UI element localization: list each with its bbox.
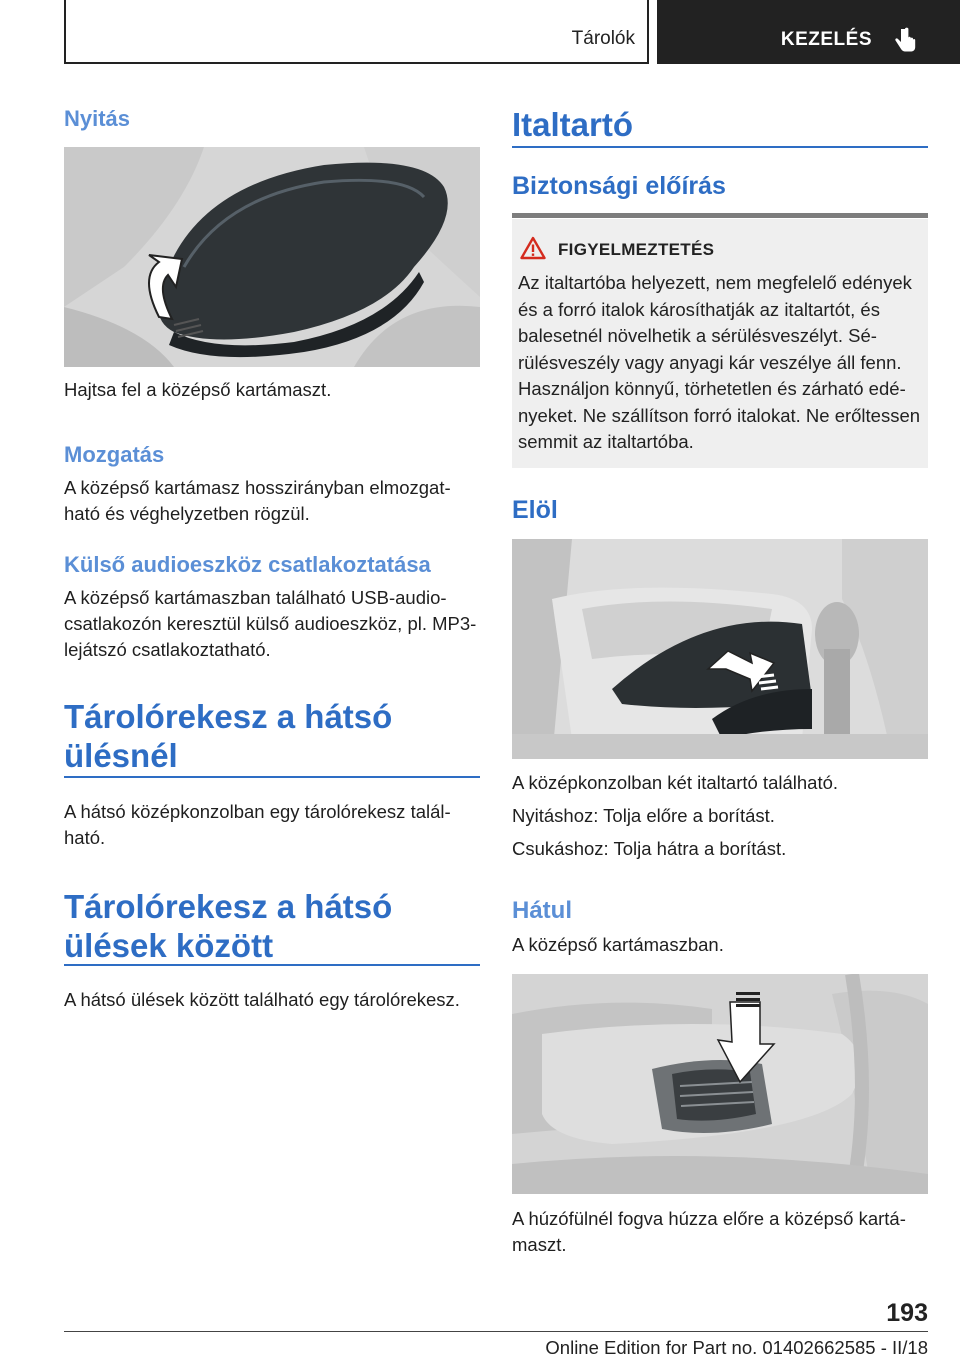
hatul-text: A középső kartámaszban. [512,934,724,955]
kozott-heading-line2: ülések között [64,927,274,964]
hatso-ules-heading-line2: ülésnél [64,737,178,774]
front-cupholder-figure [512,539,928,759]
hatul-caption: A húzófülnél fogva húzza előre a középső kartámaszt. [512,1208,906,1255]
footer-edition: Online Edition for Part no. 01402662585 - II/18 [545,1337,928,1358]
warning-title: FIGYELMEZTETÉS [558,240,715,259]
hatso-ules-heading-line1: Tárolórekesz a hátsó [64,698,393,735]
section-rule [64,776,480,778]
hand-pointer-icon [890,26,920,56]
section-rule [64,964,480,966]
subsection-rule [512,213,928,218]
elol-text-2: Nyitáshoz: Tolja előre a borítást. [512,805,775,826]
elol-text-1: A középkonzolban két italtartó található. [512,772,839,793]
kozott-text: A hátsó ülések között található egy tárolórekesz. [64,989,460,1010]
footer-rule [64,1331,928,1332]
elol-text-3: Csukáshoz: Tolja hátra a borítást. [512,838,787,859]
mozgatas-text: A középső kartámasz hosszirányban elmozgatható és véghelyzetben rögzül. [64,477,451,524]
rear-armrest-figure [512,974,928,1194]
hatso-ules-text: A hátsó középkonzolban egy tárolórekesz található. [64,801,451,848]
biztonsagi-heading: Biztonsági előírás [512,172,726,200]
header-title: Tárolók [571,28,635,49]
kozott-heading-line1: Tárolórekesz a hátsó [64,888,393,925]
header-section: KEZELÉS [780,29,872,50]
armrest-open-figure [64,147,480,367]
italtarto-heading: Italtartó [512,106,634,143]
nyitas-caption: Hajtsa fel a középső kartámaszt. [64,379,332,400]
mozgatas-heading: Mozgatás [64,442,165,467]
warning-triangle-icon [520,236,546,260]
page-number: 193 [886,1299,928,1327]
hatul-heading: Hátul [512,897,572,924]
nyitas-heading: Nyitás [64,106,131,131]
warning-text: Az italtartóba helyezett, nem megfelelő edények és a forró italok károsíthatják az italtartót, és balesetnél növelhetik a sérülésveszélyt. Sérülésveszély vagy anyagi kár veszélye áll fenn. Használjon könnyű, törhetetlen és zárható edényeket. Ne szállítson forró italokat. Ne erőltessen semmit az italtartóba. [518,272,921,452]
audio-heading: Külső audioeszköz csatlakoztatása [64,552,431,577]
section-rule [512,146,928,148]
elol-heading: Elöl [512,496,558,524]
audio-text: A középső kartámaszban található USB-audio-csatlakozón keresztül külső audioeszköz, pl. MP3-lejátszó csatlakoztatható. [64,587,477,660]
